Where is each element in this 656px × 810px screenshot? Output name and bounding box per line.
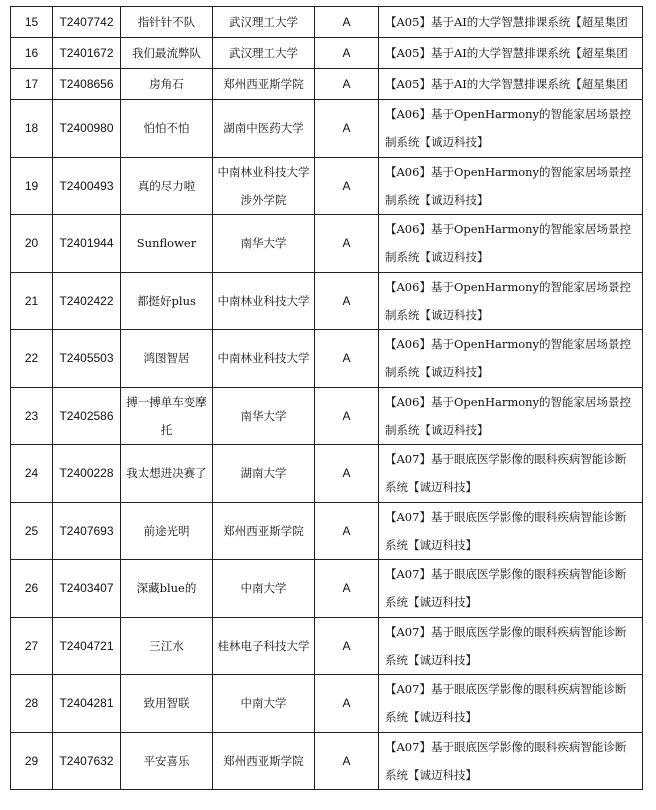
team-name: 深藏blue的 (121, 560, 213, 618)
row-number: 24 (11, 445, 53, 503)
project-title: 【A07】基于眼底医学影像的眼科疾病智能诊断系统【诚迈科技】 (379, 617, 643, 675)
table-body (11, 7, 643, 790)
team-name: Sunflower (121, 215, 213, 273)
table-row (11, 7, 643, 38)
project-title: 【A07】基于眼底医学影像的眼科疾病智能诊断系统【诚迈科技】 (379, 732, 643, 790)
table-row (11, 732, 643, 790)
team-name: 前途光明 (121, 502, 213, 560)
results-table (10, 6, 643, 790)
grade: A (315, 732, 379, 790)
school-name: 中南大学 (213, 675, 315, 733)
school-name: 郑州西亚斯学院 (213, 502, 315, 560)
team-name: 都挺好plus (121, 272, 213, 330)
team-id: T2407632 (53, 732, 121, 790)
table-row (11, 560, 643, 618)
team-id: T2402422 (53, 272, 121, 330)
table-row (11, 617, 643, 675)
project-title: 【A05】基于AI的大学智慧排课系统【超星集团 (379, 7, 643, 38)
school-name: 郑州西亚斯学院 (213, 69, 315, 100)
team-id: T2404721 (53, 617, 121, 675)
grade: A (315, 215, 379, 273)
row-number: 29 (11, 732, 53, 790)
project-title: 【A06】基于OpenHarmony的智能家居场景控制系统【诚迈科技】 (379, 157, 643, 215)
school-name: 武汉理工大学 (213, 38, 315, 69)
grade: A (315, 675, 379, 733)
team-name: 房角石 (121, 69, 213, 100)
grade: A (315, 38, 379, 69)
row-number: 20 (11, 215, 53, 273)
school-name: 中南林业科技大学涉外学院 (213, 157, 315, 215)
team-id: T2405503 (53, 330, 121, 388)
table-row (11, 502, 643, 560)
team-id: T2400228 (53, 445, 121, 503)
row-number: 17 (11, 69, 53, 100)
project-title: 【A06】基于OpenHarmony的智能家居场景控制系统【诚迈科技】 (379, 100, 643, 158)
table-row (11, 445, 643, 503)
grade: A (315, 157, 379, 215)
project-title: 【A06】基于OpenHarmony的智能家居场景控制系统【诚迈科技】 (379, 387, 643, 445)
team-id: T2402586 (53, 387, 121, 445)
team-id: T2400493 (53, 157, 121, 215)
school-name: 南华大学 (213, 387, 315, 445)
team-name: 我们最流弊队 (121, 38, 213, 69)
team-id: T2407693 (53, 502, 121, 560)
school-name: 郑州西亚斯学院 (213, 732, 315, 790)
row-number: 26 (11, 560, 53, 618)
team-name: 平安喜乐 (121, 732, 213, 790)
row-number: 25 (11, 502, 53, 560)
grade: A (315, 445, 379, 503)
row-number: 28 (11, 675, 53, 733)
school-name: 湖南大学 (213, 445, 315, 503)
project-title: 【A06】基于OpenHarmony的智能家居场景控制系统【诚迈科技】 (379, 330, 643, 388)
grade: A (315, 69, 379, 100)
school-name: 武汉理工大学 (213, 7, 315, 38)
project-title: 【A07】基于眼底医学影像的眼科疾病智能诊断系统【诚迈科技】 (379, 675, 643, 733)
grade: A (315, 502, 379, 560)
school-name: 湖南中医药大学 (213, 100, 315, 158)
table-row (11, 69, 643, 100)
grade: A (315, 7, 379, 38)
team-id: T2401672 (53, 38, 121, 69)
school-name: 桂林电子科技大学 (213, 617, 315, 675)
school-name: 中南林业科技大学 (213, 330, 315, 388)
team-name: 我太想进决赛了 (121, 445, 213, 503)
project-title: 【A07】基于眼底医学影像的眼科疾病智能诊断系统【诚迈科技】 (379, 445, 643, 503)
row-number: 23 (11, 387, 53, 445)
team-name: 搏一搏单车变摩托 (121, 387, 213, 445)
row-number: 18 (11, 100, 53, 158)
table-row (11, 38, 643, 69)
team-name: 真的尽力啦 (121, 157, 213, 215)
table-row (11, 157, 643, 215)
school-name: 中南林业科技大学 (213, 272, 315, 330)
team-id: T2407742 (53, 7, 121, 38)
team-id: T2403407 (53, 560, 121, 618)
team-name: 三江水 (121, 617, 213, 675)
grade: A (315, 272, 379, 330)
row-number: 22 (11, 330, 53, 388)
row-number: 16 (11, 38, 53, 69)
table-row (11, 387, 643, 445)
grade: A (315, 387, 379, 445)
team-name: 鸿图智居 (121, 330, 213, 388)
project-title: 【A07】基于眼底医学影像的眼科疾病智能诊断系统【诚迈科技】 (379, 502, 643, 560)
team-id: T2404281 (53, 675, 121, 733)
project-title: 【A06】基于OpenHarmony的智能家居场景控制系统【诚迈科技】 (379, 272, 643, 330)
project-title: 【A05】基于AI的大学智慧排课系统【超星集团 (379, 38, 643, 69)
team-name: 指针针不队 (121, 7, 213, 38)
team-name: 怕怕不怕 (121, 100, 213, 158)
school-name: 中南大学 (213, 560, 315, 618)
grade: A (315, 330, 379, 388)
team-id: T2400980 (53, 100, 121, 158)
table-row (11, 675, 643, 733)
grade: A (315, 560, 379, 618)
team-id: T2408656 (53, 69, 121, 100)
row-number: 21 (11, 272, 53, 330)
table-row (11, 330, 643, 388)
row-number: 19 (11, 157, 53, 215)
grade: A (315, 100, 379, 158)
table-row (11, 272, 643, 330)
project-title: 【A07】基于眼底医学影像的眼科疾病智能诊断系统【诚迈科技】 (379, 560, 643, 618)
team-name: 致用智联 (121, 675, 213, 733)
row-number: 27 (11, 617, 53, 675)
project-title: 【A05】基于AI的大学智慧排课系统【超星集团 (379, 69, 643, 100)
project-title: 【A06】基于OpenHarmony的智能家居场景控制系统【诚迈科技】 (379, 215, 643, 273)
school-name: 南华大学 (213, 215, 315, 273)
table-row (11, 215, 643, 273)
row-number: 15 (11, 7, 53, 38)
team-id: T2401944 (53, 215, 121, 273)
table-row (11, 100, 643, 158)
grade: A (315, 617, 379, 675)
